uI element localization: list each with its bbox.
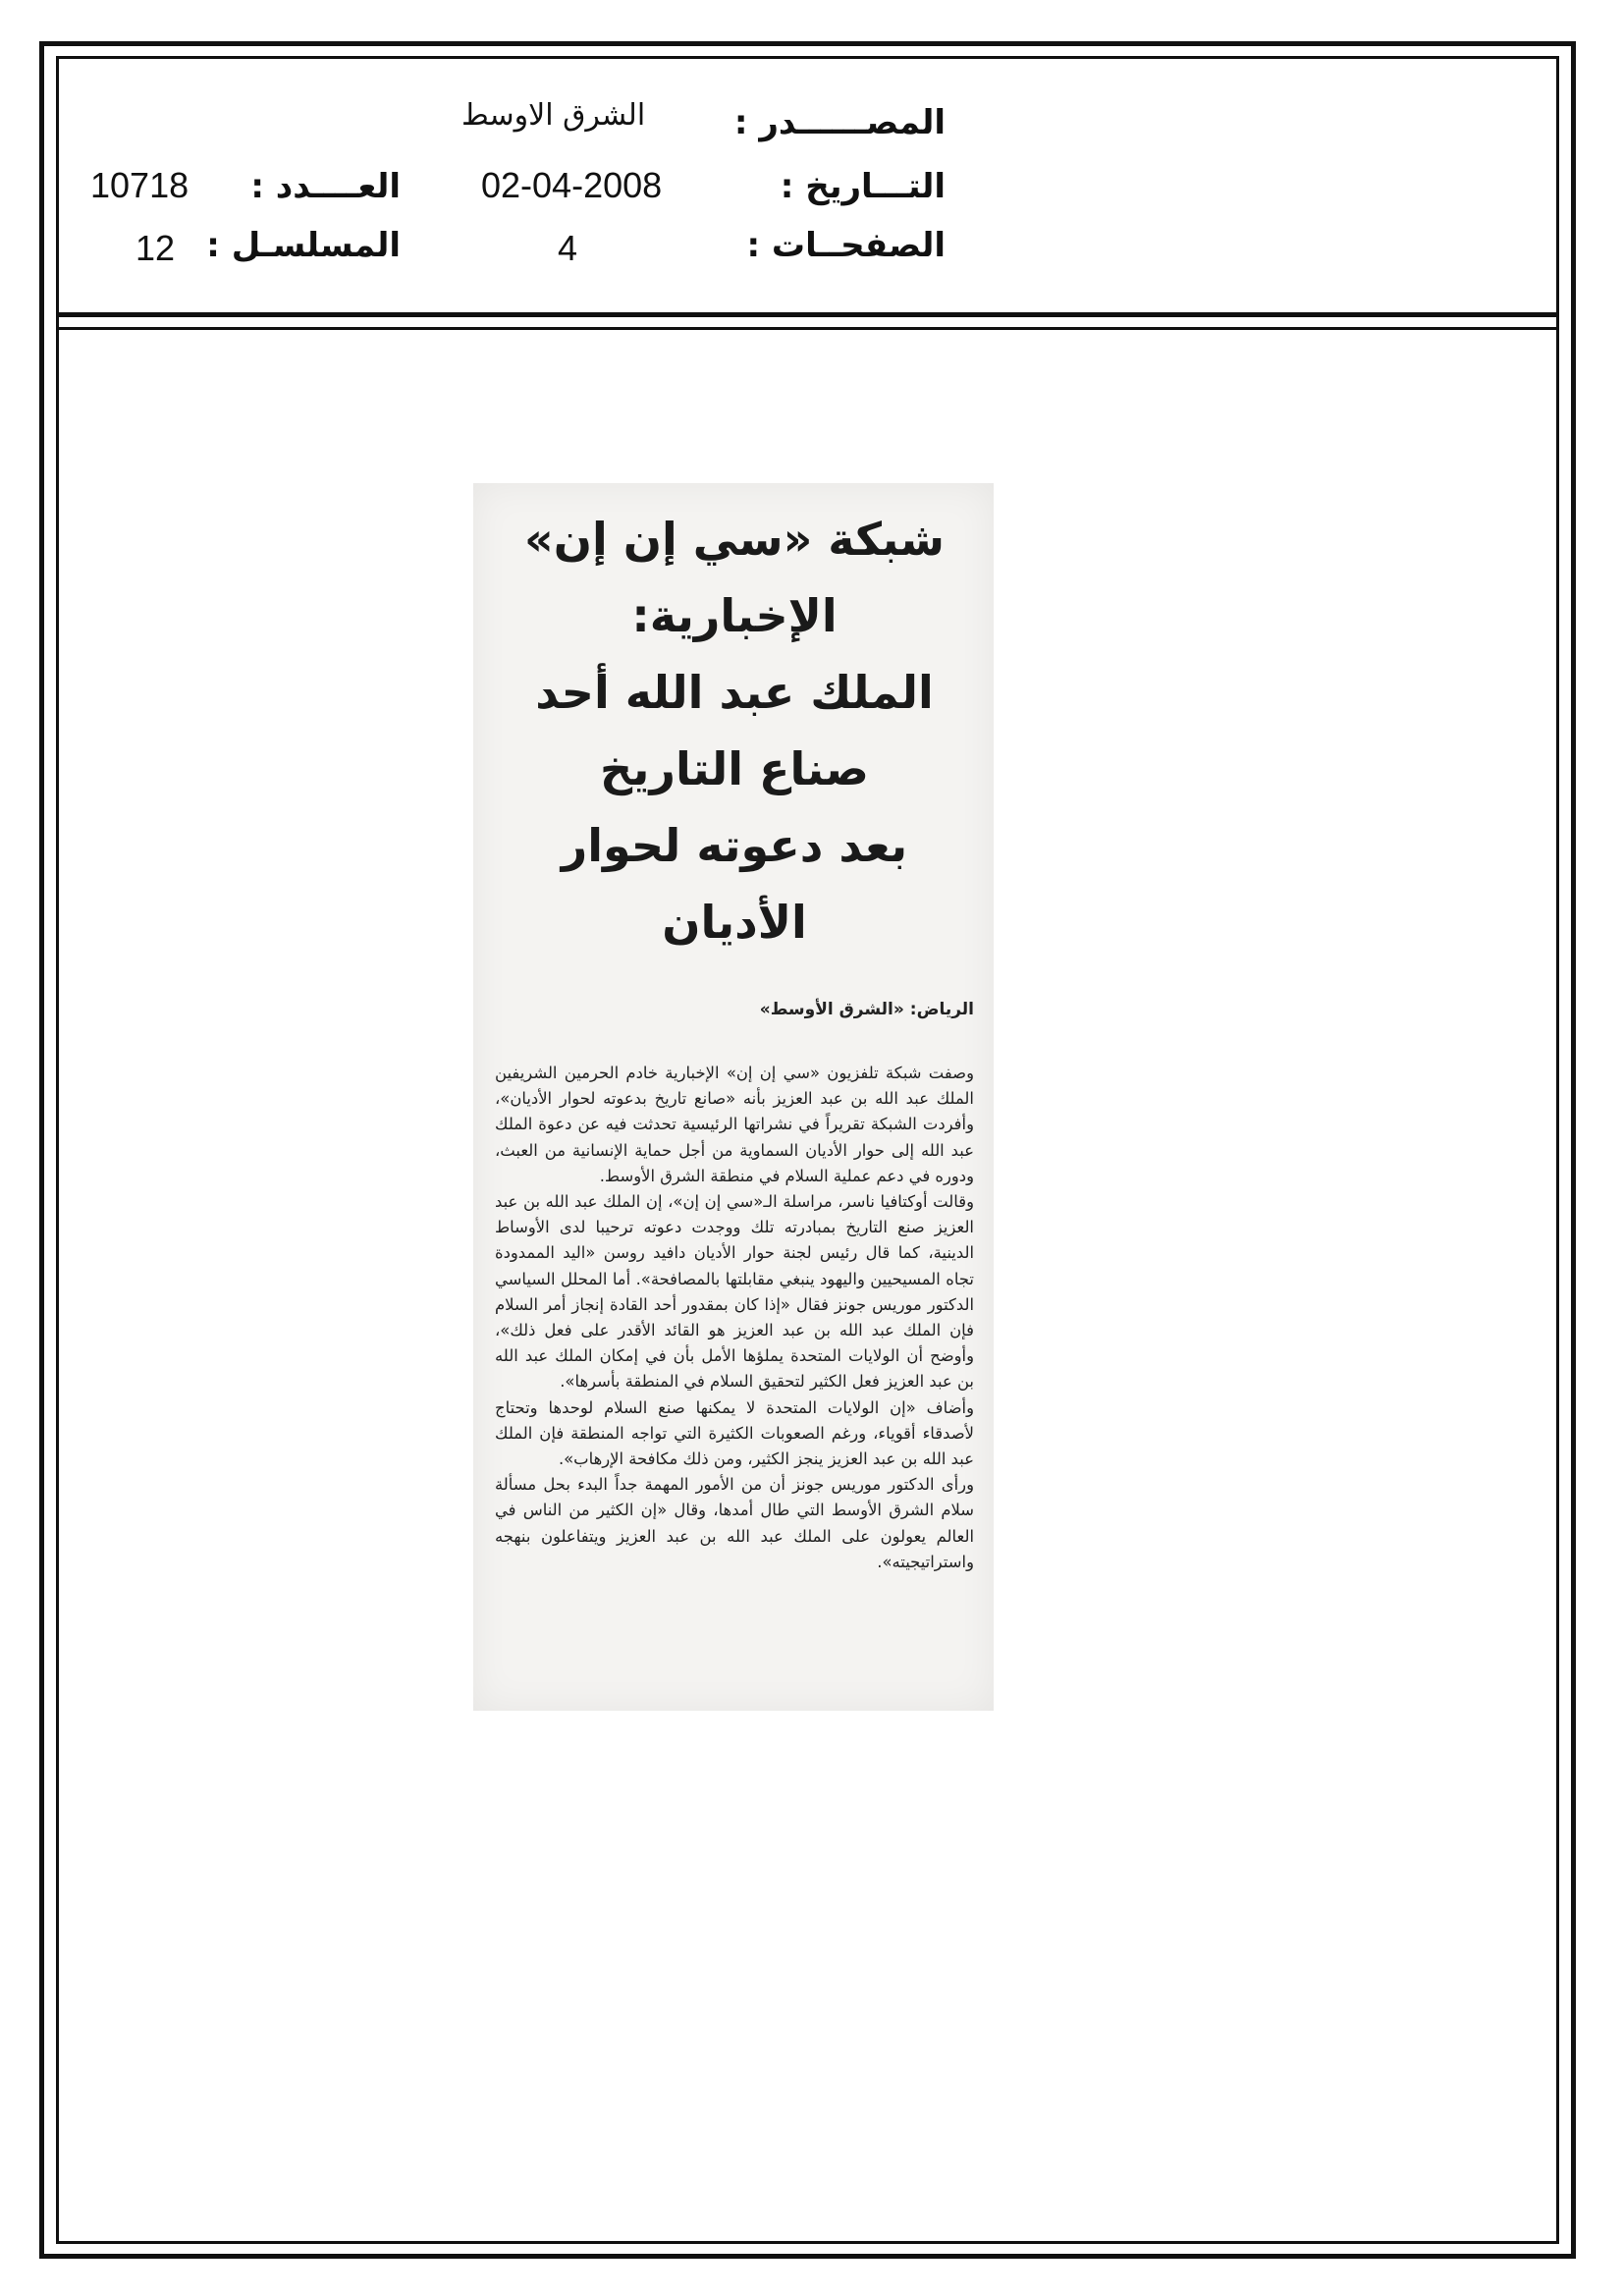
header-divider (56, 312, 1559, 317)
headline-line-3: بعد دعوته لحوار الأديان (561, 819, 908, 949)
article-paragraph-2: وقالت أوكتافيا ناسر، مراسلة الـ«سي إن إن»، إن الملك عبد الله بن عبد العزيز صنع التاريخ بمبادرته تلك ووجدت دعوته ترحيبا لدى الأوساط الدينية، كما قال رئيس لجنة حوار الأديان دافيد روسن «اليد الممدودة تجاه المسيحيين واليهود ينبغي مقابلتها بالمصافحة». أما المحلل السياسي الدكتور موريس جونز فقال «إذا كان بمقدور أحد القادة إنجاز أمر السلام فإن الملك عبد الله بن عبد العزيز هو القائد الأقدر على فعل ذلك»، وأوضح أن الولايات المتحدة يملؤها الأمل بأن في إمكان الملك عبد الله بن عبد العزيز فعل الكثير لتحقيق السلام في المنطقة بأسرها». (495, 1192, 974, 1392)
issue-label: العــــدد : (250, 167, 401, 206)
serial-label: المسلسـل : (206, 226, 401, 265)
headline-line-2: الملك عبد الله أحد صناع التاريخ (535, 666, 934, 795)
article-paragraph-1: وصفت شبكة تلفزيون «سي إن إن» الإخبارية خادم الحرمين الشريفين الملك عبد الله بن عبد العزيز بأنه «صانع تاريخ بدعوته لحوار الأديان»، وأفردت الشبكة تقريراً في نشراتها الرئيسية تحدثت فيه عن دعوة الملك عبد الله إلى حوار الأديان السماوية من أجل حماية الإنسانية من العبث، ودوره في دعم عملية السلام في منطقة الشرق الأوسط. (495, 1064, 974, 1185)
headline-line-1: شبكة «سي إن إن» الإخبارية: (524, 513, 945, 642)
serial-value: 12 (135, 228, 176, 268)
header-divider-thin (56, 327, 1559, 330)
article-body (495, 1061, 974, 1575)
date-label: التـــاريخ : (780, 167, 946, 206)
date-value: 02-04-2008 (481, 165, 663, 205)
dateline: الرياض: «الشرق الأوسط» (759, 1000, 974, 1019)
source-label: المصــــــدر : (733, 103, 946, 142)
issue-value: 10718 (90, 165, 189, 205)
clipping-content (495, 501, 974, 1575)
source-value: الشرق الاوسط (461, 98, 646, 133)
article-paragraph-4: ورأى الدكتور موريس جونز أن من الأمور المهمة جداً البدء بحل مسألة سلام الشرق الأوسط التي طال أمدها، وقال «إن الكثير من الناس في العالم يعولون على الملك عبد الله بن عبد العزيز ويتفاعلون بنهجه واستراتيجيته». (495, 1475, 974, 1571)
pages-label: الصفحــات : (746, 226, 946, 265)
article-paragraph-3: وأضاف «إن الولايات المتحدة لا يمكنها صنع السلام لوحدها وتحتاج لأصدقاء أقوياء، ورغم الصعوبات الكثيرة التي تواجه المنطقة فإن الملك عبد الله بن عبد العزيز ينجز الكثير، ومن ذلك مكافحة الإرهاب». (495, 1397, 974, 1469)
news-clipping (473, 483, 994, 1711)
pages-value: 4 (558, 228, 578, 268)
